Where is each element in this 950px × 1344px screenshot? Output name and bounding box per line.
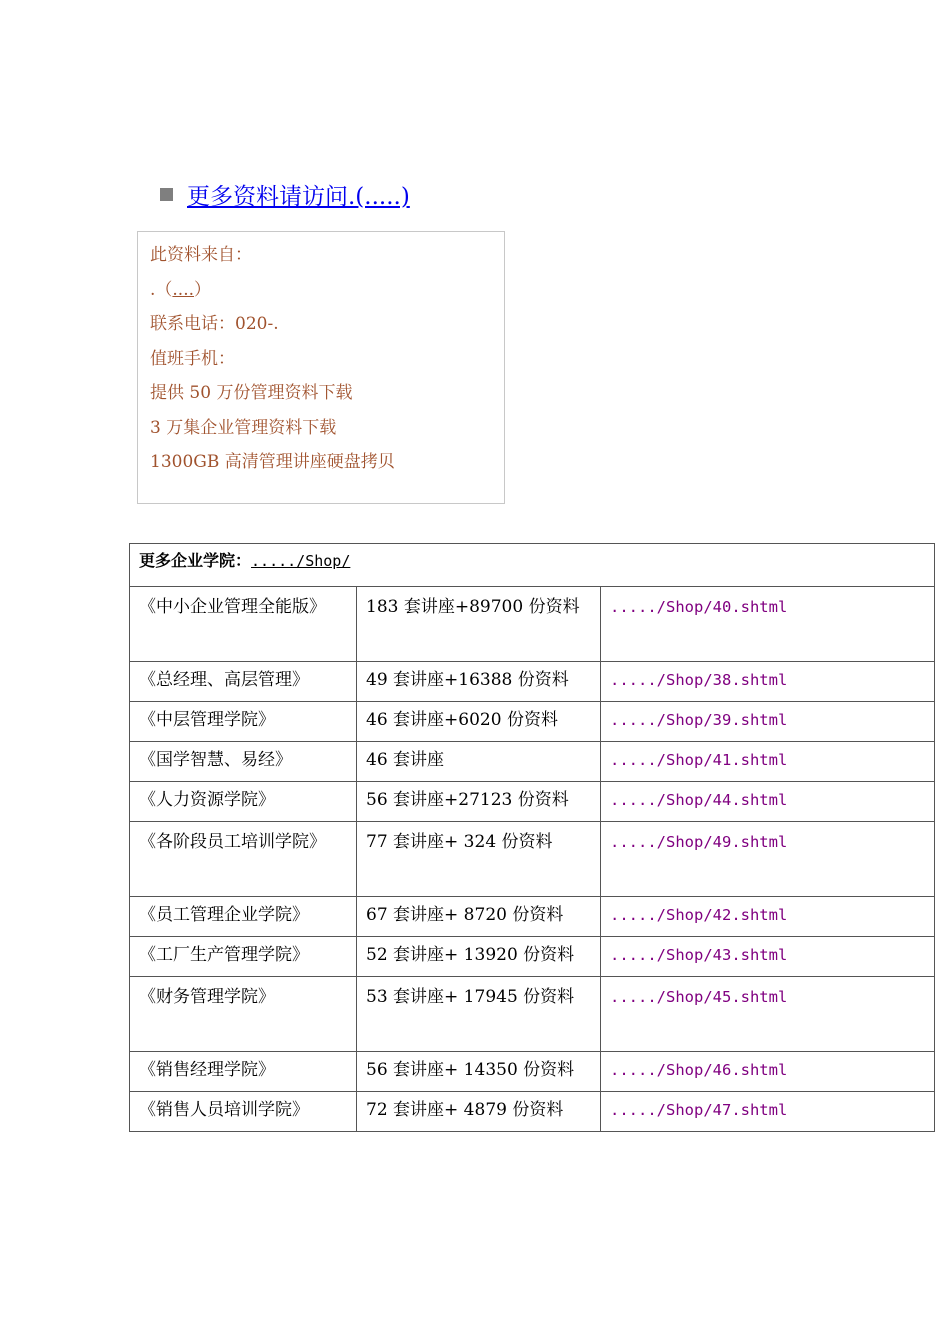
course-url-cell — [601, 822, 935, 897]
course-url-cell — [601, 782, 935, 822]
course-desc: 52 套讲座+ 13920 份资料 — [357, 937, 601, 977]
source-suffix: ） — [194, 279, 212, 300]
course-name: 《销售人员培训学院》 — [130, 1092, 357, 1132]
table-row — [130, 822, 935, 897]
table-row — [130, 1052, 935, 1092]
visit-more-link[interactable]: 更多资料请访问.(.....) — [187, 184, 410, 210]
course-name: 《各阶段员工培训学院》 — [130, 822, 357, 897]
course-desc: 72 套讲座+ 4879 份资料 — [357, 1092, 601, 1132]
course-url[interactable]: ...../Shop/41.shtml — [610, 751, 788, 769]
table-row — [130, 1092, 935, 1132]
course-name: 《人力资源学院》 — [130, 782, 357, 822]
course-url[interactable]: ...../Shop/43.shtml — [610, 946, 788, 964]
source-site-link[interactable]: .... — [172, 279, 195, 300]
source-info-box — [137, 231, 505, 504]
course-url[interactable]: ...../Shop/45.shtml — [610, 988, 788, 1006]
course-desc: 49 套讲座+16388 份资料 — [357, 662, 601, 702]
course-name: 《总经理、高层管理》 — [130, 662, 357, 702]
course-name: 《销售经理学院》 — [130, 1052, 357, 1092]
course-url-cell — [601, 1052, 935, 1092]
contact-phone: 联系电话：020-. — [150, 314, 279, 334]
course-url[interactable]: ...../Shop/38.shtml — [610, 671, 788, 689]
course-desc: 56 套讲座+ 14350 份资料 — [357, 1052, 601, 1092]
course-name: 《工厂生产管理学院》 — [130, 937, 357, 977]
course-url-cell — [601, 587, 935, 662]
course-url[interactable]: ...../Shop/44.shtml — [610, 791, 788, 809]
duty-mobile: 值班手机： — [150, 348, 235, 369]
course-url[interactable]: ...../Shop/49.shtml — [610, 833, 788, 851]
visit-line — [160, 178, 410, 211]
course-name: 《中层管理学院》 — [130, 702, 357, 742]
course-url-cell — [601, 937, 935, 977]
course-url[interactable]: ...../Shop/47.shtml — [610, 1101, 788, 1119]
table-header-row — [130, 544, 935, 587]
course-desc: 46 套讲座 — [357, 742, 601, 782]
course-url-cell — [601, 662, 935, 702]
course-name: 《国学智慧、易经》 — [130, 742, 357, 782]
course-url[interactable]: ...../Shop/40.shtml — [610, 598, 788, 616]
course-desc: 56 套讲座+27123 份资料 — [357, 782, 601, 822]
table-row — [130, 937, 935, 977]
course-table — [129, 543, 935, 1132]
offer-line-1: 提供 50 万份管理资料下载 — [150, 383, 353, 403]
table-header-cell — [130, 544, 935, 587]
table-row — [130, 587, 935, 662]
course-name: 《员工管理企业学院》 — [130, 897, 357, 937]
table-header-label: 更多企业学院： — [139, 551, 252, 570]
table-row — [130, 977, 935, 1052]
course-desc: 46 套讲座+6020 份资料 — [357, 702, 601, 742]
course-url-cell — [601, 897, 935, 937]
course-url[interactable]: ...../Shop/42.shtml — [610, 906, 788, 924]
course-url[interactable]: ...../Shop/39.shtml — [610, 711, 788, 729]
course-url[interactable]: ...../Shop/46.shtml — [610, 1061, 788, 1079]
offer-line-2: 3 万集企业管理资料下载 — [150, 417, 337, 438]
course-desc: 183 套讲座+89700 份资料 — [357, 587, 601, 662]
source-prefix: .（ — [150, 279, 173, 300]
square-bullet-icon — [160, 188, 173, 201]
source-label: 此资料来自： — [150, 245, 252, 265]
course-desc: 53 套讲座+ 17945 份资料 — [357, 977, 601, 1052]
course-url-cell — [601, 702, 935, 742]
table-header-url[interactable]: ...../Shop/ — [251, 552, 351, 570]
table-row — [130, 897, 935, 937]
table-row — [130, 782, 935, 822]
table-row — [130, 742, 935, 782]
course-url-cell — [601, 1092, 935, 1132]
course-desc: 67 套讲座+ 8720 份资料 — [357, 897, 601, 937]
course-name: 《财务管理学院》 — [130, 977, 357, 1052]
table-row — [130, 662, 935, 702]
course-url-cell — [601, 742, 935, 782]
course-desc: 77 套讲座+ 324 份资料 — [357, 822, 601, 897]
table-row — [130, 702, 935, 742]
course-url-cell — [601, 977, 935, 1052]
offer-line-3: 1300GB 高清管理讲座硬盘拷贝 — [150, 452, 395, 472]
source-site-line — [150, 273, 504, 308]
course-name: 《中小企业管理全能版》 — [130, 587, 357, 662]
